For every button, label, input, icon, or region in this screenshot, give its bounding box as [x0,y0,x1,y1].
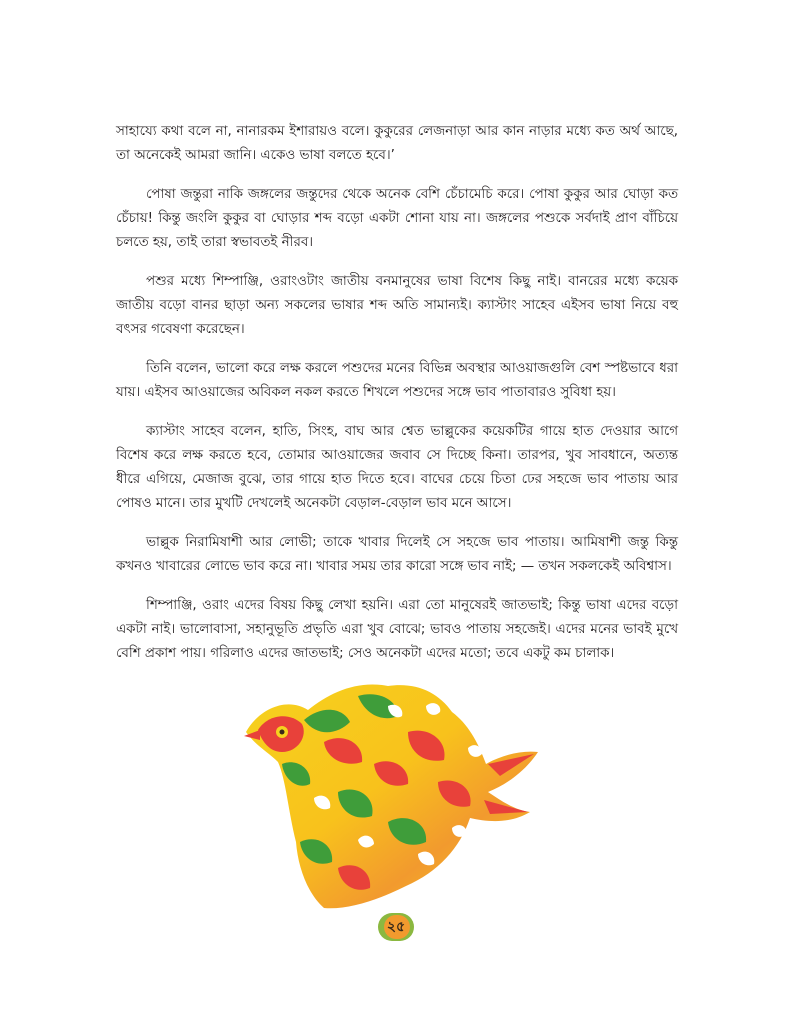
page-number: ২৫ [386,919,406,935]
paragraph-3: পশুর মধ্যে শিম্পাঞ্জি, ওরাংওটাং জাতীয় বনমানুষের ভাষা বিশেষ কিছু নাই। বানরের মধ্যে কয়েক জাতীয় বড়ো বানর ছাড়া অন্য সকলের ভাষার শব্দ অতি সামান্যই। ক্যাস্টাং সাহেব এইসব ভাষা নিয়ে বহু বৎসর গবেষণা করেছেন। [116,274,678,337]
page-number-badge [378,913,414,941]
paragraph-2: পোষা জন্তুরা নাকি জঙ্গলের জন্তুদের থেকে অনেক বেশি চেঁচামেচি করে। পোষা কুকুর আর ঘোড়া কত চেঁচায়! কিন্তু জংলি কুকুর বা ঘোড়ার শব্দ বড়ো একটা শোনা যায় না। জঙ্গলের পশুকে সর্বদাই প্রাণ বাঁচিয়ে চলতে হয়, তাই তারা স্বভাবতই নীরব। [116,187,678,250]
papercut-bird-icon [238,672,542,920]
paragraph-1: সাহায্যে কথা বলে না, নানারকম ইশারায়ও বলে। কুকুরের লেজনাড়া আর কান নাড়ার মধ্যে কত অর্থ আছে, তা অনেকেই আমরা জানি। একেও ভাষা বলতে হবে।’ [116,124,678,163]
paragraph-5: ক্যাস্টাং সাহেব বলেন, হাতি, সিংহ, বাঘ আর শ্বেত ভাল্লুকের কয়েকটির গায়ে হাত দেওয়ার আগে বিশেষ করে লক্ষ করতে হবে, তোমার আওয়াজের জবাব সে দিচ্ছে কিনা। তারপর, খুব সাবধানে, অত্যন্ত ধীরে এগিয়ে, মেজাজ বুঝে, তার গায়ে হাত দিতে হবে। বাঘের চেয়ে চিতা ঢের সহজে ভাব পাতায় আর পোষও মানে। তার মুখটি দেখলেই অনেকটা বেড়াল-বেড়াল ভাব মনে আসে। [116,424,678,511]
body-text [116,120,678,681]
paragraph-7: শিম্পাঞ্জি, ওরাং এদের বিষয় কিছু লেখা হয়নি। এরা তো মানুষেরই জাতভাই; কিন্তু ভাষা এদের বড়ো একটা নাই। ভালোবাসা, সহানুভূতি প্রভৃতি এরা খুব বোঝে; ভাবও পাতায় সহজেই। এদের মনের ভাবই মুখে বেশি প্রকাশ পায়। গরিলাও এদের জাতভাই; সেও অনেকটা এদের মতো; তবে একটু কম চালাক। [116,598,678,661]
paragraph-6: ভাল্লুক নিরামিষাশী আর লোভী; তাকে খাবার দিলেই সে সহজে ভাব পাতায়। আমিষাশী জন্তু কিন্তু কখনও খাবারের লোভে ভাব করে না। খাবার সময় তার কারো সঙ্গে ভাব নাই; — তখন সকলকেই অবিশ্বাস। [116,535,678,574]
paragraph-4: তিনি বলেন, ভালো করে লক্ষ করলে পশুদের মনের বিভিন্ন অবস্থার আওয়াজগুলি বেশ স্পষ্টভাবে ধরা যায়। এইসব আওয়াজের অবিকল নকল করতে শিখলে পশুদের সঙ্গে ভাব পাতাবারও সুবিধা হয়। [116,361,678,400]
